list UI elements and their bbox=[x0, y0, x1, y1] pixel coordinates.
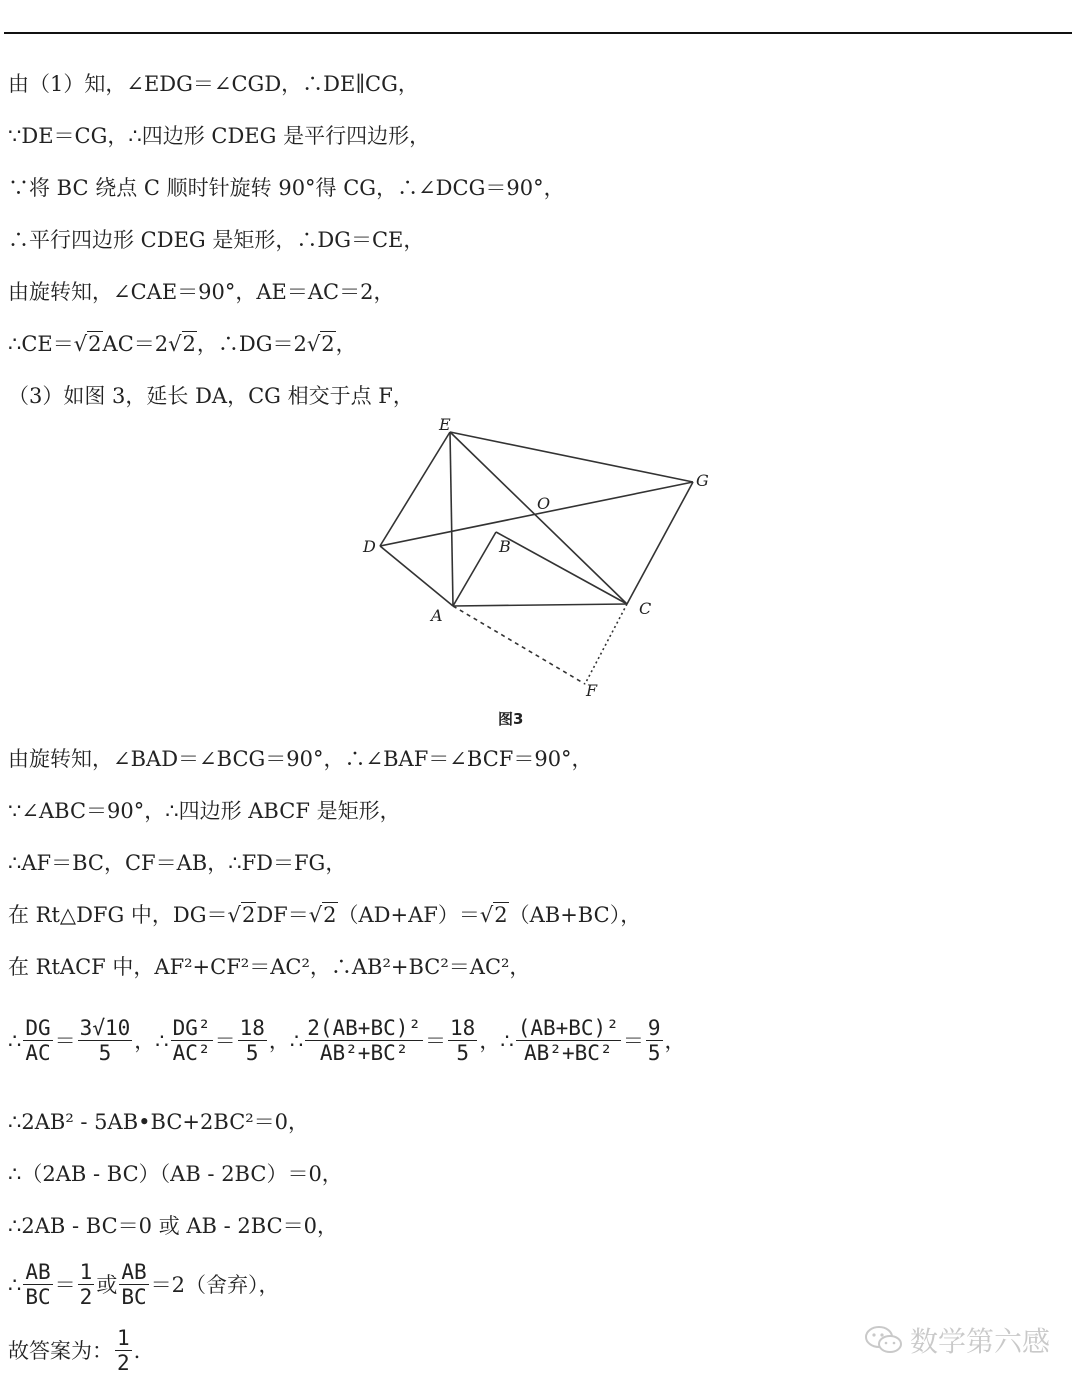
equals: ＝ bbox=[425, 1028, 447, 1053]
numerator: 9 bbox=[647, 1016, 661, 1040]
denominator: AB²+BC² bbox=[319, 1041, 409, 1065]
radicand: 2 bbox=[88, 332, 102, 356]
text-segment: ＝2（舍弃）， bbox=[150, 1272, 280, 1297]
edge-BC bbox=[496, 532, 627, 604]
figure-caption: 图3 bbox=[498, 710, 524, 728]
fraction bbox=[78, 1260, 95, 1309]
text-segment: DF＝ bbox=[256, 903, 309, 927]
edge-EC bbox=[450, 432, 627, 604]
denominator: BC bbox=[25, 1285, 51, 1309]
edge-AC bbox=[453, 604, 627, 606]
text-line: ∴AF＝BC，CF＝AB，∴FD＝FG， bbox=[8, 851, 347, 875]
edge-ED bbox=[380, 432, 450, 546]
fraction bbox=[119, 1260, 148, 1309]
text-line: ∴2AB - BC＝0 或 AB - 2BC＝0， bbox=[8, 1214, 339, 1238]
watermark bbox=[864, 1320, 1050, 1360]
text-segment: ∴CE＝ bbox=[8, 332, 74, 356]
label-D: D bbox=[363, 537, 376, 556]
label-A: A bbox=[431, 606, 443, 625]
denominator: 5 bbox=[647, 1041, 661, 1065]
denominator: AB²+BC² bbox=[524, 1041, 613, 1065]
text-line: 由（1）知，∠EDG＝∠CGD，∴DE∥CG， bbox=[8, 72, 419, 96]
fraction bbox=[646, 1016, 663, 1065]
sqrt-expression: √2 bbox=[73, 332, 102, 356]
denominator: 5 bbox=[245, 1041, 259, 1065]
denominator: 2 bbox=[79, 1285, 93, 1309]
text-line: ∵将 BC 绕点 C 顺时针旋转 90°得 CG，∴∠DCG＝90°， bbox=[8, 176, 565, 200]
denominator: BC bbox=[121, 1285, 147, 1309]
fraction bbox=[448, 1016, 477, 1065]
watermark-text: 数学第六感 bbox=[909, 1325, 1050, 1358]
fraction-line bbox=[8, 1260, 280, 1309]
numerator: DG² bbox=[172, 1016, 211, 1040]
text-line bbox=[8, 330, 357, 358]
numerator: AB bbox=[121, 1260, 147, 1284]
edge-AB bbox=[453, 532, 496, 606]
comma: ， bbox=[664, 1028, 686, 1053]
label-G: G bbox=[696, 471, 709, 490]
label-F: F bbox=[586, 681, 598, 700]
sqrt-expression: √2 bbox=[227, 903, 256, 927]
denominator: AC² bbox=[172, 1041, 211, 1065]
text-line: （3）如图 3，延长 DA，CG 相交于点 F， bbox=[8, 384, 414, 408]
text-segment: （AD+AF）＝ bbox=[337, 903, 480, 927]
radicand: 2 bbox=[323, 903, 337, 927]
text-segment: ，∴DG＝2 bbox=[196, 332, 307, 356]
equals: ＝ bbox=[54, 1028, 76, 1053]
edge-DA bbox=[380, 546, 453, 606]
fraction bbox=[305, 1016, 423, 1065]
therefore-symbol: ∴ bbox=[155, 1028, 169, 1053]
text-line: 由旋转知，∠BAD＝∠BCG＝90°，∴∠BAF＝∠BCF＝90°， bbox=[8, 747, 593, 771]
therefore-symbol: ∴ bbox=[8, 1028, 22, 1053]
fraction bbox=[78, 1016, 133, 1065]
equals: ＝ bbox=[622, 1028, 644, 1053]
radicand: 2 bbox=[321, 332, 335, 356]
therefore-symbol: ∴ bbox=[8, 1272, 22, 1297]
or-word: 或 bbox=[96, 1272, 118, 1297]
numerator: 18 bbox=[450, 1016, 476, 1040]
period: . bbox=[133, 1338, 141, 1363]
numerator: 1 bbox=[117, 1326, 130, 1350]
denominator: 5 bbox=[98, 1041, 112, 1065]
sqrt-expression: √2 bbox=[168, 332, 196, 356]
text-line: ∴2AB² - 5AB•BC+2BC²＝0， bbox=[8, 1110, 310, 1134]
geometry-figure bbox=[350, 410, 730, 730]
fraction bbox=[23, 1016, 52, 1065]
sqrt-expression: √2 bbox=[308, 903, 337, 927]
figure-svg bbox=[350, 410, 730, 730]
comma: ， bbox=[479, 1028, 501, 1053]
denominator: AC bbox=[25, 1041, 51, 1065]
numerator: 1 bbox=[79, 1260, 93, 1284]
denominator: 2 bbox=[117, 1351, 130, 1375]
radicand: 2 bbox=[241, 903, 256, 927]
answer-label: 故答案为： bbox=[8, 1338, 113, 1363]
text-line: ∵∠ABC＝90°，∴四边形 ABCF 是矩形， bbox=[8, 799, 401, 823]
radicand: 2 bbox=[182, 332, 196, 356]
text-line: ∴平行四边形 CDEG 是矩形，∴DG＝CE， bbox=[8, 228, 425, 252]
equals: ＝ bbox=[54, 1272, 76, 1297]
label-B: B bbox=[499, 537, 511, 556]
fraction bbox=[23, 1260, 52, 1309]
numerator: 3√10 bbox=[79, 1016, 131, 1040]
text-line: ∴（2AB - BC）（AB - 2BC）＝0， bbox=[8, 1162, 343, 1186]
text-segment: AC＝2 bbox=[102, 332, 169, 356]
text-line bbox=[8, 901, 641, 929]
text-segment: （AB+BC）， bbox=[508, 903, 642, 927]
denominator: 5 bbox=[456, 1041, 469, 1065]
comma: ， bbox=[134, 1028, 156, 1053]
numerator: DG bbox=[25, 1016, 51, 1040]
radicand: 2 bbox=[494, 903, 508, 927]
edge-GC bbox=[627, 482, 693, 604]
label-C: C bbox=[639, 599, 652, 618]
fraction-line bbox=[8, 1016, 686, 1065]
top-rule bbox=[4, 32, 1072, 34]
answer-fraction bbox=[115, 1326, 132, 1375]
label-E: E bbox=[439, 415, 451, 434]
sqrt-expression: √2 bbox=[306, 332, 335, 356]
therefore-symbol: ∴ bbox=[289, 1028, 304, 1053]
edge-EA bbox=[450, 432, 453, 606]
edge-DG bbox=[380, 482, 693, 546]
therefore-symbol: ∴ bbox=[500, 1028, 514, 1053]
text-line: 在 RtACF 中，AF²+CF²＝AC²，∴AB²+BC²＝AC²， bbox=[8, 955, 531, 979]
equals: ＝ bbox=[214, 1028, 236, 1053]
fraction bbox=[171, 1016, 213, 1065]
sqrt-expression: √2 bbox=[479, 903, 508, 927]
numerator: AB bbox=[25, 1260, 51, 1284]
edge-EG bbox=[450, 432, 693, 482]
fraction bbox=[238, 1016, 267, 1065]
numerator: 18 bbox=[239, 1016, 265, 1040]
comma: ， bbox=[268, 1028, 290, 1053]
text-segment: 在 Rt△DFG 中，DG＝ bbox=[8, 903, 228, 927]
text-segment: ， bbox=[335, 332, 357, 356]
label-O: O bbox=[537, 494, 551, 513]
edge-AF-dashed bbox=[453, 606, 585, 684]
fraction bbox=[516, 1016, 621, 1065]
numerator: 2(AB+BC)² bbox=[307, 1016, 422, 1040]
numerator: (AB+BC)² bbox=[517, 1016, 619, 1040]
edge-CF-dotted bbox=[585, 604, 627, 684]
wechat-icon bbox=[864, 1323, 904, 1357]
answer-line bbox=[8, 1326, 140, 1375]
text-line: 由旋转知，∠CAE＝90°，AE＝AC＝2， bbox=[8, 280, 395, 304]
text-line: ∵DE＝CG，∴四边形 CDEG 是平行四边形， bbox=[8, 124, 431, 148]
